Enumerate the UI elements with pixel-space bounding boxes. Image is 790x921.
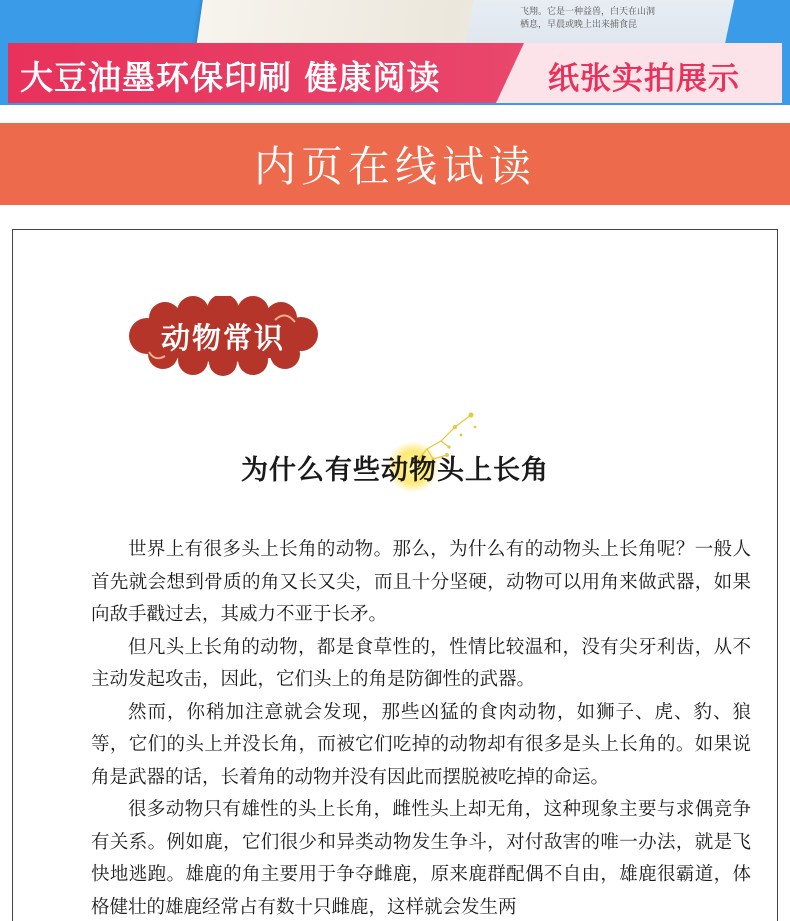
article-body: [91, 534, 751, 921]
category-badge: [125, 296, 321, 376]
sample-page: [12, 229, 778, 921]
promo-banner: [8, 43, 782, 103]
paper-photo-label: 纸张实拍展示: [548, 61, 740, 97]
product-photo-strip: [0, 0, 790, 105]
eco-print-slogan: 大豆油墨环保印刷 健康阅读: [20, 58, 441, 97]
photo-page-text: [520, 6, 655, 32]
paragraph: 然而，你稍加注意就会发现，那些凶猛的食肉动物，如狮子、虎、豹、狼等，它们的头上并没长角，而被它们吃掉的动物却有很多是头上长角的。如果说角是武器的话，长着角的动物并没有因此而摆脱被吃掉的命运。: [91, 701, 751, 788]
section-title: 内页在线试读: [253, 142, 536, 191]
paragraph: 很多动物只有雄性的头上长角，雌性头上却无角，这种现象主要与求偶竞争有关系。例如鹿，它们很少和异类动物发生争斗，对付敌害的唯一办法，就是飞快地逃跑。雄鹿的角主要用于争夺雌鹿，原来鹿群配偶不自由，雄鹿很霸道，体格健壮的雄鹿经常占有数十只雌鹿，这样就会发生两: [91, 799, 751, 918]
paragraph: 世界上有很多头上长角的动物。那么，为什么有的动物头上长角呢？一般人首先就会想到骨质的角又长又尖，而且十分坚硬，动物可以用角来做武器，如果向敌手戳过去，其威力不亚于长矛。: [91, 539, 751, 625]
article-title: 为什么有些动物头上长角: [241, 455, 549, 486]
badge-label: 动物常识: [160, 321, 285, 355]
paragraph: 但凡头上长角的动物，都是食草性的，性情比较温和，没有尖牙利齿，从不主动发起攻击，因此，它们头上的角是防御性的武器。: [91, 636, 751, 690]
photo-text-line: 栖息，早晨或晚上出来捕食昆: [520, 20, 638, 30]
section-header: [0, 123, 790, 205]
photo-text-line: 飞翔。它是一种益兽，白天在山洞: [520, 7, 656, 17]
